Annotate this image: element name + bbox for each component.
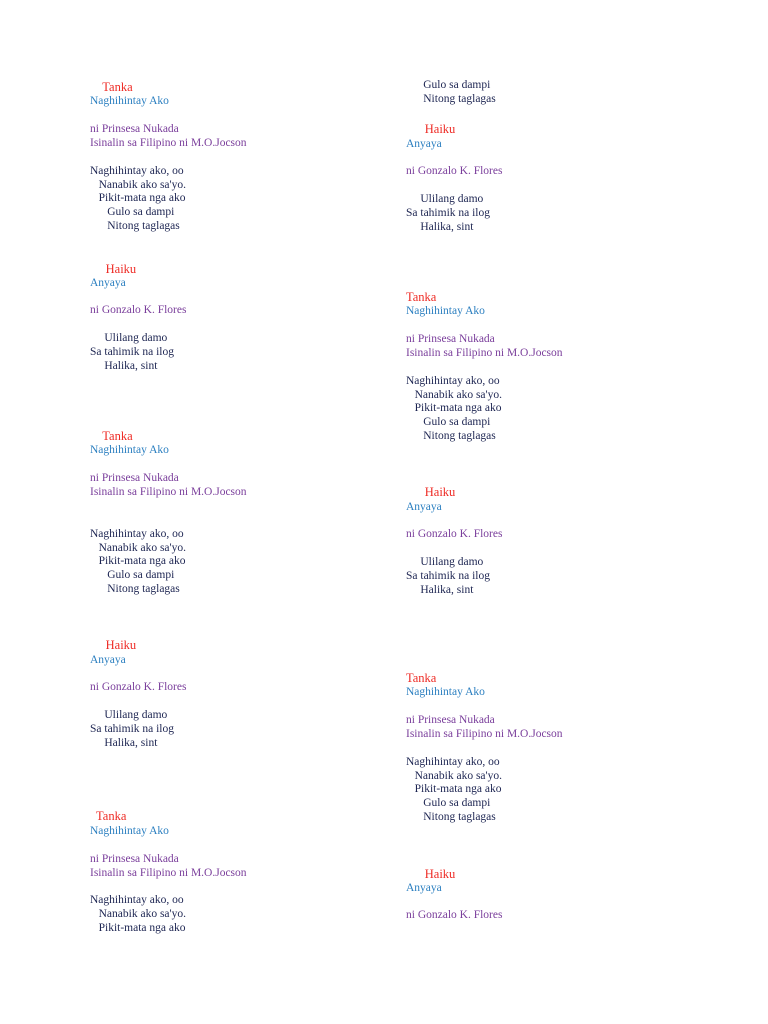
poem-verse-line: Pikit-mata nga ako	[406, 402, 502, 414]
poem-verse-line: Nanabik ako sa'yo.	[90, 542, 186, 554]
poem-type-heading: Tanka	[406, 671, 437, 685]
poem-verse-line: Ulilang damo	[406, 556, 484, 568]
poem-type-heading: Tanka	[406, 290, 437, 304]
poem-credit: ni Gonzalo K. Flores	[90, 681, 187, 693]
poem-title: Naghihintay Ako	[90, 825, 169, 837]
poem-title: Naghihintay Ako	[406, 686, 485, 698]
poem-verse-line: Nitong taglagas	[406, 93, 496, 105]
poem-verse-line: Naghihintay ako, oo	[90, 894, 184, 906]
poem-title: Anyaya	[90, 654, 126, 666]
poem-credit: ni Gonzalo K. Flores	[90, 304, 187, 316]
poem-credit: ni Prinsesa Nukada	[90, 123, 179, 135]
poem-title: Anyaya	[406, 138, 442, 150]
poem-verse-line: Nanabik ako sa'yo.	[406, 770, 502, 782]
poem-credit: Isinalin sa Filipino ni M.O.Jocson	[406, 347, 563, 359]
poem-verse-line: Nanabik ako sa'yo.	[90, 908, 186, 920]
poem-credit: ni Gonzalo K. Flores	[406, 528, 503, 540]
poem-verse-line: Gulo sa dampi	[90, 206, 175, 218]
poem-title: Anyaya	[406, 501, 442, 513]
poem-verse-line: Nanabik ako sa'yo.	[90, 179, 186, 191]
poem-title: Anyaya	[90, 277, 126, 289]
poem-type-heading: Haiku	[406, 122, 456, 136]
poem-credit: Isinalin sa Filipino ni M.O.Jocson	[406, 728, 563, 740]
poem-credit: ni Gonzalo K. Flores	[406, 909, 503, 921]
poem-verse-line: Nitong taglagas	[90, 220, 180, 232]
poem-verse-line: Sa tahimik na ilog	[90, 346, 175, 358]
poem-type-heading: Haiku	[406, 867, 456, 881]
poem-verse-line: Sa tahimik na ilog	[90, 723, 175, 735]
poem-type-heading: Tanka	[90, 429, 133, 443]
poem-credit: ni Prinsesa Nukada	[406, 714, 495, 726]
poem-credit: ni Prinsesa Nukada	[406, 333, 495, 345]
poem-verse-line: Ulilang damo	[90, 332, 168, 344]
poem-verse-line: Gulo sa dampi	[406, 79, 491, 91]
poem-type-heading: Haiku	[90, 638, 137, 652]
poem-type-heading: Haiku	[90, 262, 137, 276]
poem-credit: Isinalin sa Filipino ni M.O.Jocson	[90, 137, 247, 149]
poem-credit: ni Gonzalo K. Flores	[406, 165, 503, 177]
poem-verse-line: Sa tahimik na ilog	[406, 207, 491, 219]
poem-verse-line: Halika, sint	[406, 221, 474, 233]
poem-type-heading: Tanka	[90, 80, 133, 94]
poem-type-heading: Haiku	[406, 485, 456, 499]
poem-verse-line: Halika, sint	[90, 360, 158, 372]
poem-verse-line: Naghihintay ako, oo	[406, 375, 500, 387]
poem-verse-line: Naghihintay ako, oo	[406, 756, 500, 768]
poem-credit: Isinalin sa Filipino ni M.O.Jocson	[90, 867, 247, 879]
poem-verse-line: Pikit-mata nga ako	[90, 192, 186, 204]
poem-verse-line: Ulilang damo	[90, 709, 168, 721]
poem-verse-line: Halika, sint	[406, 584, 474, 596]
poem-title: Anyaya	[406, 882, 442, 894]
poem-verse-line: Ulilang damo	[406, 193, 484, 205]
poem-verse-line: Halika, sint	[90, 737, 158, 749]
poem-credit: ni Prinsesa Nukada	[90, 853, 179, 865]
poem-credit: Isinalin sa Filipino ni M.O.Jocson	[90, 486, 247, 498]
poem-verse-line: Gulo sa dampi	[406, 416, 491, 428]
poem-type-heading: Tanka	[90, 809, 127, 823]
poem-verse-line: Nitong taglagas	[90, 583, 180, 595]
poem-credit: ni Prinsesa Nukada	[90, 472, 179, 484]
poem-verse-line: Gulo sa dampi	[90, 569, 175, 581]
poem-title: Naghihintay Ako	[90, 95, 169, 107]
poem-verse-line: Pikit-mata nga ako	[406, 783, 502, 795]
poem-verse-line: Naghihintay ako, oo	[90, 165, 184, 177]
poem-verse-line: Pikit-mata nga ako	[90, 922, 186, 934]
poem-verse-line: Sa tahimik na ilog	[406, 570, 491, 582]
poem-verse-line: Gulo sa dampi	[406, 797, 491, 809]
poem-title: Naghihintay Ako	[90, 444, 169, 456]
poem-title: Naghihintay Ako	[406, 305, 485, 317]
poem-verse-line: Nitong taglagas	[406, 811, 496, 823]
poem-verse-line: Naghihintay ako, oo	[90, 528, 184, 540]
poem-verse-line: Nanabik ako sa'yo.	[406, 389, 502, 401]
poem-verse-line: Nitong taglagas	[406, 430, 496, 442]
poem-verse-line: Pikit-mata nga ako	[90, 555, 186, 567]
